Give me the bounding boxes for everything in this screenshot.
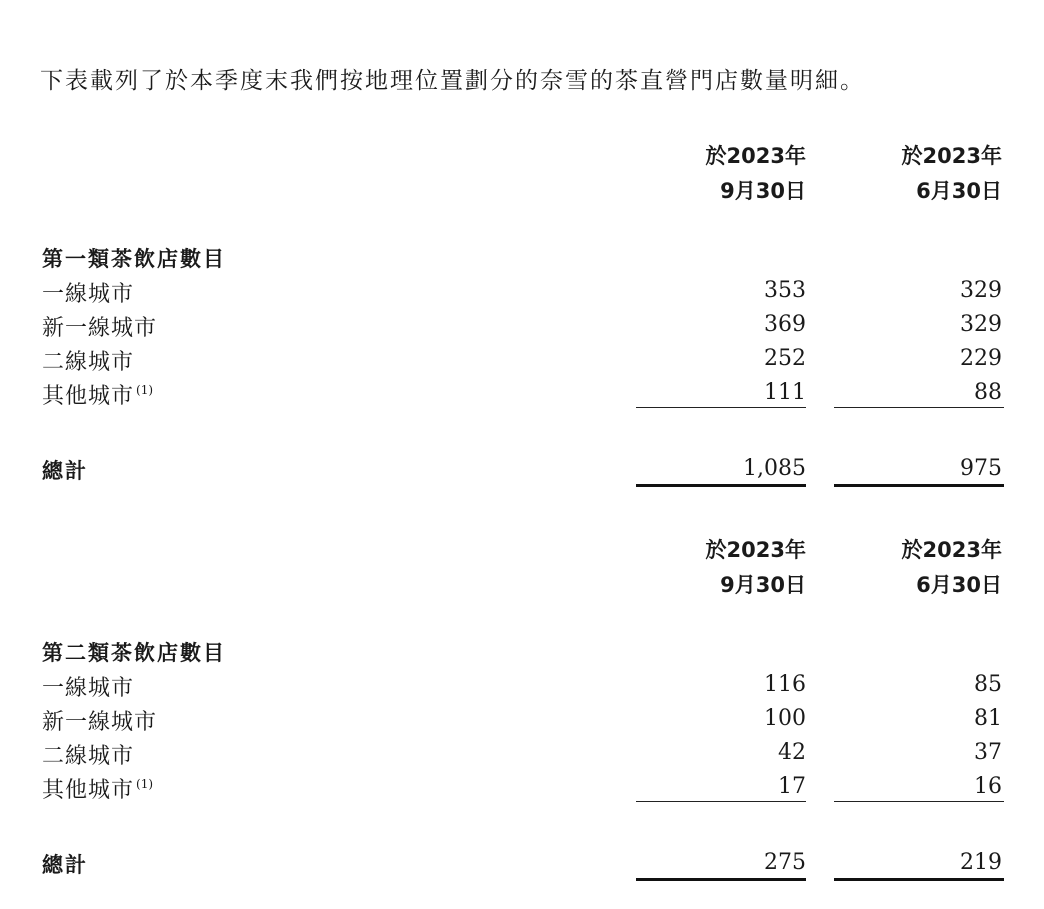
total-sep30: 275 <box>764 850 806 875</box>
value-jun30: 88 <box>974 380 1002 405</box>
total-rule <box>834 484 1004 487</box>
value-jun30: 81 <box>974 706 1002 731</box>
column-header-sep30-line1: 於2023年 <box>705 144 806 168</box>
section-title: 第一類茶飲店數目 <box>42 247 226 271</box>
value-sep30: 100 <box>764 706 806 731</box>
value-jun30: 229 <box>960 346 1002 371</box>
value-sep30: 353 <box>764 278 806 303</box>
subtotal-rule <box>636 801 806 802</box>
row-label: 二線城市 <box>42 744 135 769</box>
value-jun30: 37 <box>974 740 1002 765</box>
value-jun30: 329 <box>960 278 1002 303</box>
total-label: 總計 <box>42 853 88 877</box>
value-sep30: 369 <box>764 312 806 337</box>
value-sep30: 116 <box>764 672 806 697</box>
footnote-marker: (1) <box>136 777 154 791</box>
total-rule <box>834 878 1004 881</box>
column-header-jun30-line1: 於2023年 <box>901 144 1002 168</box>
row-label: 新一線城市 <box>42 710 158 735</box>
value-sep30: 111 <box>764 380 806 405</box>
footnote-marker: (1) <box>136 383 154 397</box>
column-header-sep30-line2: 9月30日 <box>720 573 806 597</box>
column-header-sep30-line2: 9月30日 <box>720 179 806 203</box>
row-label-text: 其他城市 <box>42 384 135 409</box>
subtotal-rule <box>834 801 1004 802</box>
value-sep30: 17 <box>778 774 806 799</box>
value-sep30: 42 <box>778 740 806 765</box>
total-sep30: 1,085 <box>743 456 806 481</box>
value-jun30: 329 <box>960 312 1002 337</box>
value-jun30: 16 <box>974 774 1002 799</box>
section-title: 第二類茶飲店數目 <box>42 641 226 665</box>
intro-text: 下表載列了於本季度末我們按地理位置劃分的奈雪的茶直營門店數量明細。 <box>40 68 865 94</box>
row-label: 一線城市 <box>42 282 135 307</box>
row-label-text: 其他城市 <box>42 778 135 803</box>
value-jun30: 85 <box>974 672 1002 697</box>
row-label: 一線城市 <box>42 676 135 701</box>
total-jun30: 219 <box>960 850 1002 875</box>
row-label-with-note <box>42 379 153 410</box>
total-rule <box>636 484 806 487</box>
row-label: 二線城市 <box>42 350 135 375</box>
total-jun30: 975 <box>960 456 1002 481</box>
subtotal-rule <box>636 407 806 408</box>
value-sep30: 252 <box>764 346 806 371</box>
row-label: 新一線城市 <box>42 316 158 341</box>
total-label: 總計 <box>42 459 88 483</box>
column-header-sep30-line1: 於2023年 <box>705 538 806 562</box>
row-label-with-note <box>42 773 153 804</box>
column-header-jun30-line2: 6月30日 <box>916 573 1002 597</box>
total-rule <box>636 878 806 881</box>
subtotal-rule <box>834 407 1004 408</box>
column-header-jun30-line1: 於2023年 <box>901 538 1002 562</box>
column-header-jun30-line2: 6月30日 <box>916 179 1002 203</box>
